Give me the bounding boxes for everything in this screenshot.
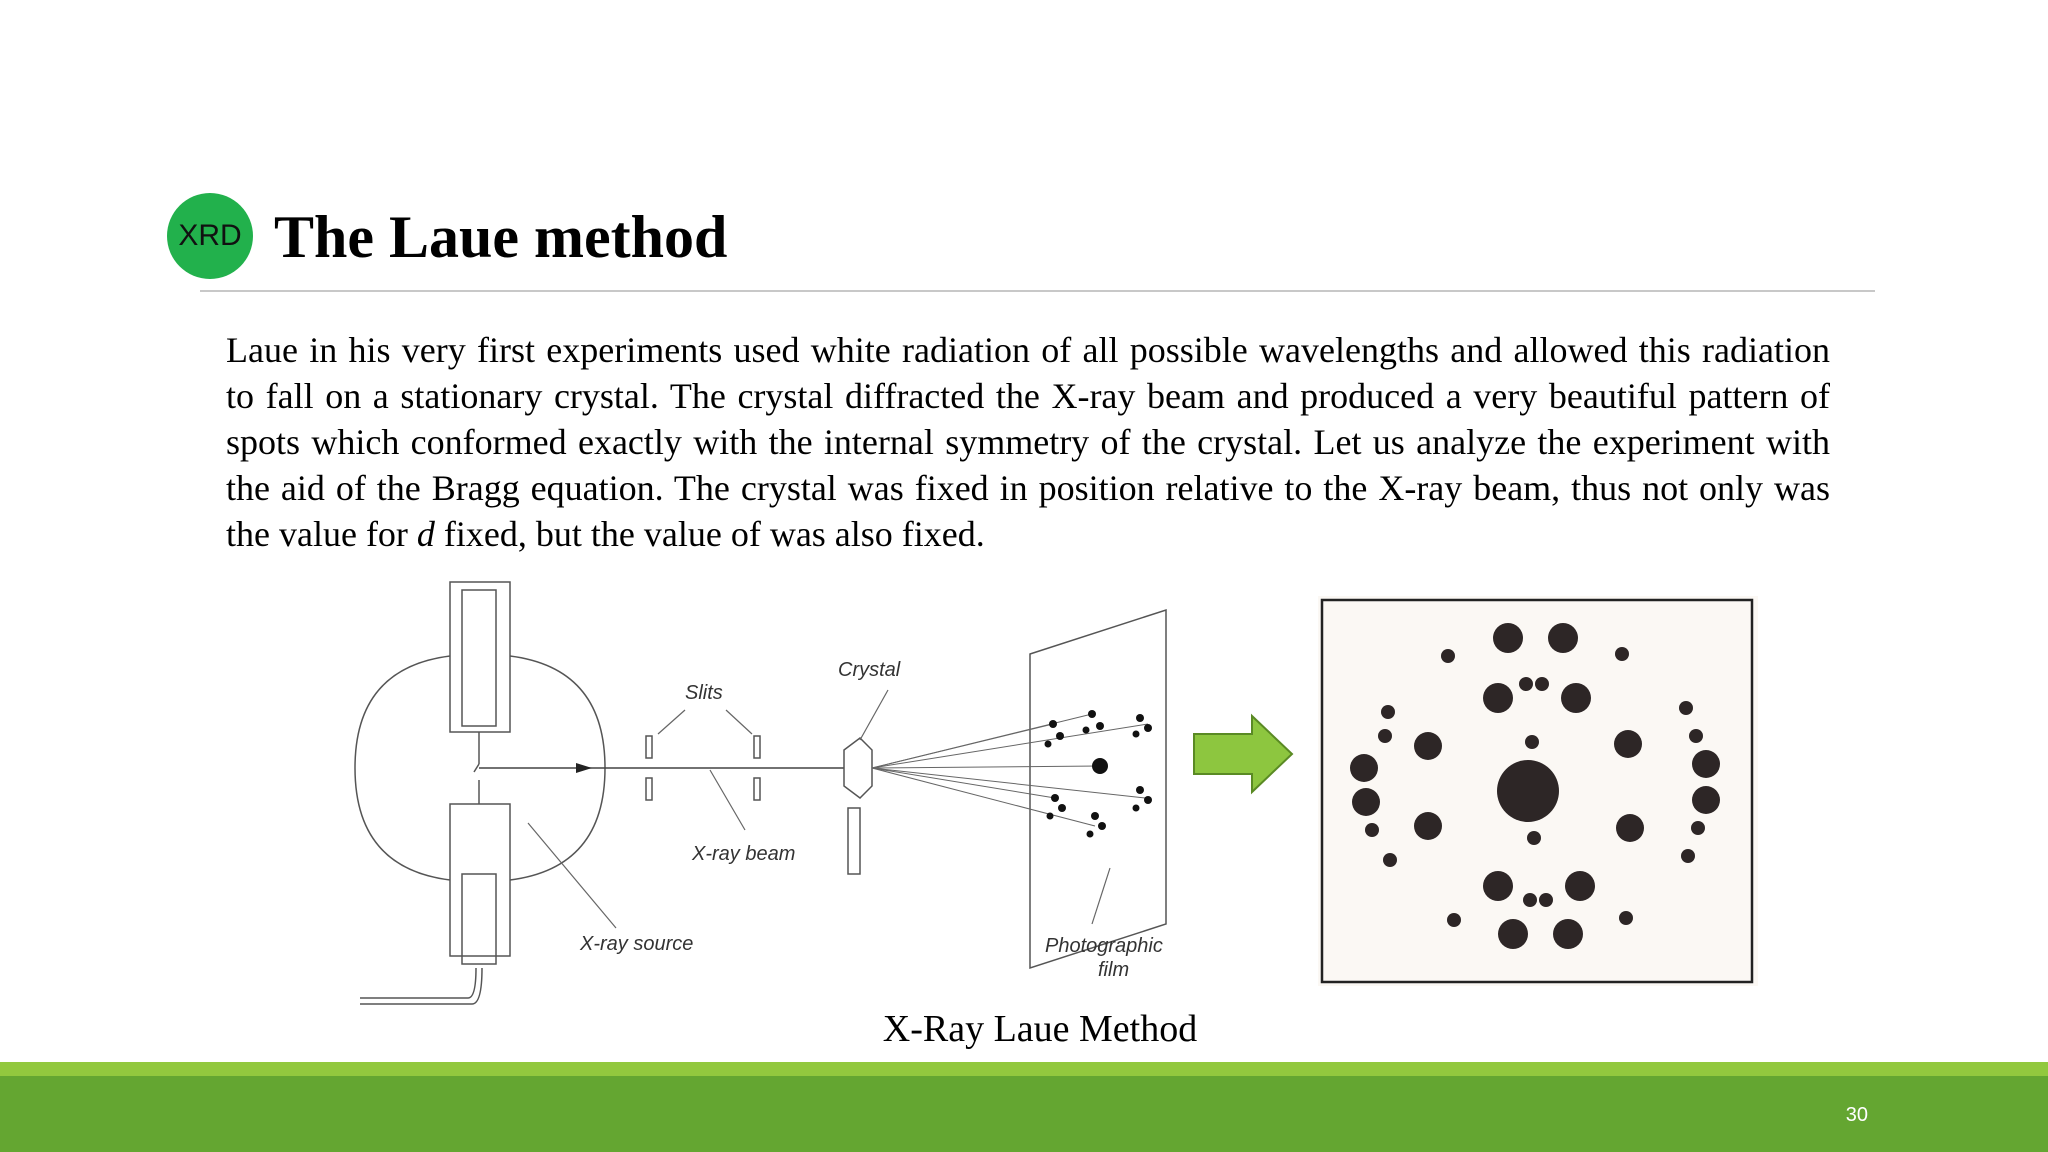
xrd-badge <box>167 193 253 279</box>
paragraph-text-start: Laue in his very first experiments used white radiation of all possible wavelengths and allowed this radiation to fall on a stationary crystal. The crystal diffracted the X-ray beam and produced a very beautiful pattern of spots which conformed exactly with the internal symmetry of the crystal. Let us analyze the experiment with the aid of the Bragg equation. The crystal was fixed in position relative to the X-ray beam, thus not only was the value for <box>226 330 1830 554</box>
film-label-line2: film <box>1098 959 1130 981</box>
film-label-line1: Photographic <box>1045 935 1163 957</box>
paragraph-text-end: fixed, but the value of was also fixed. <box>434 514 985 554</box>
slit-1 <box>646 736 652 758</box>
title-divider <box>200 290 1875 292</box>
xrd-badge-text: XRD <box>178 219 242 252</box>
photographic-film <box>1030 610 1166 968</box>
laue-apparatus-diagram <box>340 568 1180 1020</box>
film-spots <box>1045 710 1153 838</box>
footer-accent-bar <box>0 1062 2048 1076</box>
slits-label: Slits <box>685 682 723 704</box>
crystal-label: Crystal <box>838 659 901 681</box>
slit-2 <box>754 736 760 758</box>
paragraph-d-symbol: d <box>416 514 435 554</box>
body-paragraph <box>226 327 1830 557</box>
page-number: 30 <box>1845 1104 1868 1126</box>
slide-title: The Laue method <box>274 204 728 270</box>
right-arrow-icon <box>1190 712 1296 796</box>
xray-tube <box>355 656 450 880</box>
crystal-shape <box>844 738 872 798</box>
figure-caption: X-Ray Laue Method <box>882 1008 1198 1050</box>
footer-bar <box>0 1076 2048 1152</box>
laue-pattern-image <box>1318 596 1758 986</box>
xray-beam-label: X-ray beam <box>692 843 796 865</box>
xray-source-label: X-ray source <box>580 933 694 955</box>
